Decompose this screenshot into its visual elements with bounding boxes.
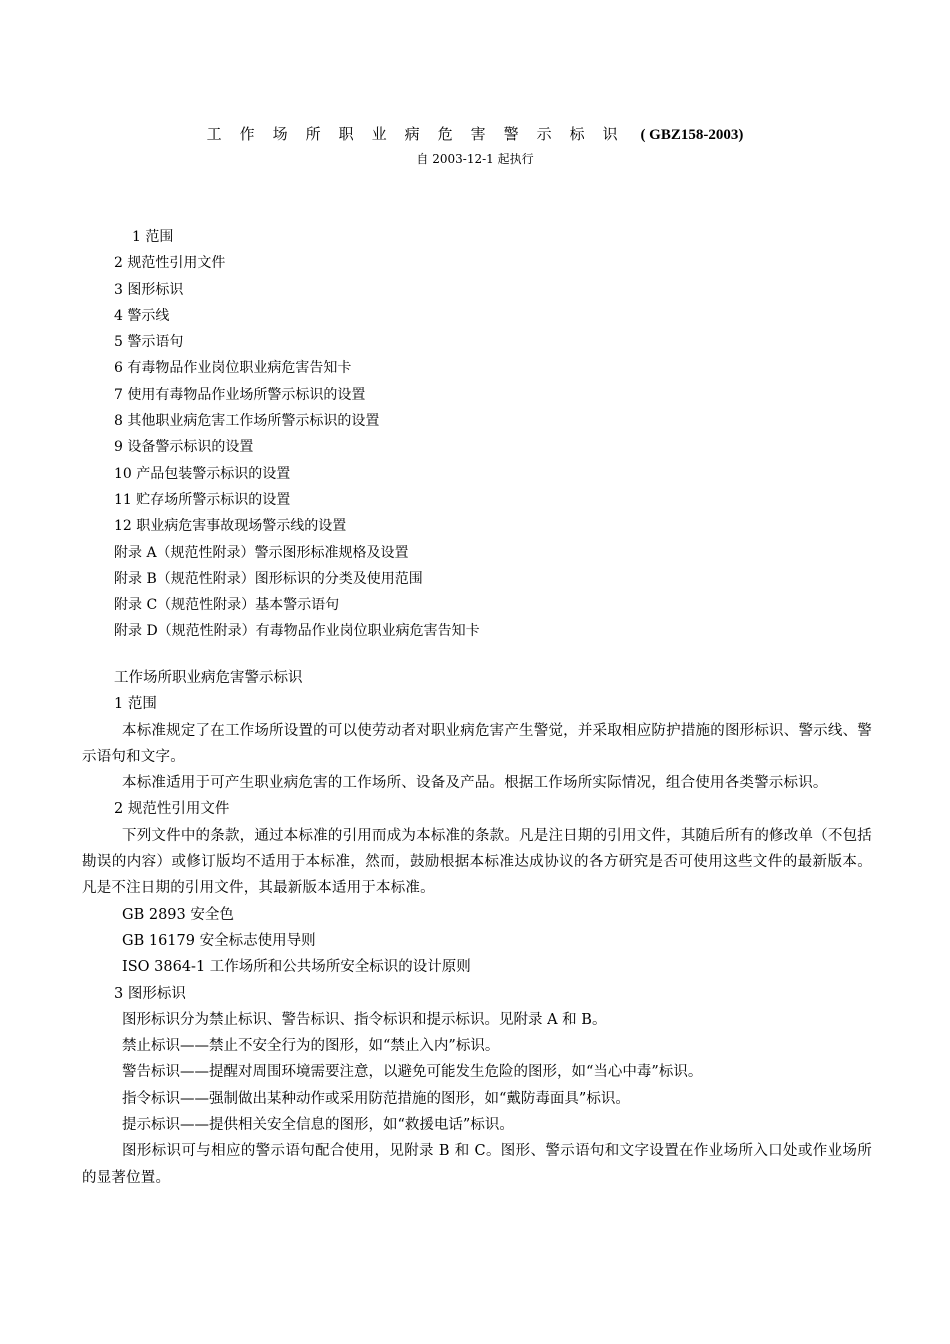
section-2-title: 2 规范性引用文件	[114, 801, 230, 818]
section-3-line: 禁止标识——禁止不安全行为的图形，如“禁止入内”标识。	[122, 1038, 500, 1055]
toc-item: 附录 B（规范性附录）图形标识的分类及使用范围	[114, 570, 423, 587]
toc-item: 附录 A（规范性附录）警示图形标准规格及设置	[114, 544, 409, 561]
toc-item: 附录 D（规范性附录）有毒物品作业岗位职业病危害告知卡	[114, 623, 480, 640]
reference-item: GB 16179 安全标志使用导则	[122, 932, 316, 949]
section-1-paragraph: 本标准规定了在工作场所设置的可以使劳动者对职业病危害产生警觉，并采取相应防护措施的图形标识、警示线、警示语句和文字。	[82, 722, 872, 765]
reference-item: GB 2893 安全色	[122, 906, 234, 923]
toc-item: 11 贮存场所警示标识的设置	[114, 491, 291, 508]
toc-item: 12 职业病危害事故现场警示线的设置	[114, 518, 347, 535]
body-heading: 工作场所职业病危害警示标识	[114, 670, 303, 686]
toc-item: 8 其他职业病危害工作场所警示标识的设置	[114, 413, 380, 430]
title-code: ( GBZ158-2003)	[640, 127, 744, 143]
section-3-line: 图形标识分为禁止标识、警告标识、指令标识和提示标识。见附录 A 和 B。	[122, 1011, 607, 1028]
section-3-line: 警告标识——提醒对周围环境需要注意，以避免可能发生危险的图形，如“当心中毒”标识。	[122, 1064, 703, 1081]
toc-item: 10 产品包装警示标识的设置	[114, 465, 291, 482]
toc-item: 1 范围	[132, 229, 174, 245]
section-2-paragraph: 下列文件中的条款，通过本标准的引用而成为本标准的条款。凡是注日期的引用文件，其随后所有的修改单（不包括勘误的内容）或修订版均不适用于本标准，然而，鼓励根据本标准达成协议的各方研究是否可使用这些文件的最新版本。凡是不注日期的引用文件，其最新版本适用于本标准。	[82, 827, 872, 897]
title-chinese: 工作场所职业病危害警示标识	[206, 125, 636, 143]
toc-item: 2 规范性引用文件	[114, 255, 226, 272]
section-3-title: 3 图形标识	[114, 985, 186, 1002]
section-3-line: 提示标识——提供相关安全信息的图形，如“救援电话”标识。	[122, 1117, 514, 1134]
toc-item: 3 图形标识	[114, 281, 184, 298]
reference-item: ISO 3864-1 工作场所和公共场所安全标识的设计原则	[122, 959, 471, 976]
toc-item: 6 有毒物品作业岗位职业病危害告知卡	[114, 360, 352, 377]
toc-item: 7 使用有毒物品作业场所警示标识的设置	[114, 386, 366, 403]
section-3-line: 指令标识——强制做出某种动作或采用防范措施的图形，如“戴防毒面具”标识。	[122, 1090, 630, 1107]
section-3-paragraph: 图形标识可与相应的警示语句配合使用，见附录 B 和 C。图形、警示语句和文字设置在作业场所入口处或作业场所的显著位置。	[82, 1143, 872, 1186]
toc-item: 附录 C（规范性附录）基本警示语句	[114, 597, 340, 614]
toc-item: 5 警示语句	[114, 334, 184, 351]
effective-date: 自 2003-12-1 起执行	[416, 152, 534, 166]
toc-item: 4 警示线	[114, 307, 170, 324]
document-title	[0, 124, 950, 145]
document-body	[82, 665, 872, 1191]
table-of-contents	[114, 224, 480, 645]
section-1-paragraph: 本标准适用于可产生职业病危害的工作场所、设备及产品。根据工作场所实际情况，组合使用各类警示标识。	[122, 775, 828, 792]
toc-item: 9 设备警示标识的设置	[114, 439, 254, 456]
section-1-title: 1 范围	[114, 696, 157, 713]
